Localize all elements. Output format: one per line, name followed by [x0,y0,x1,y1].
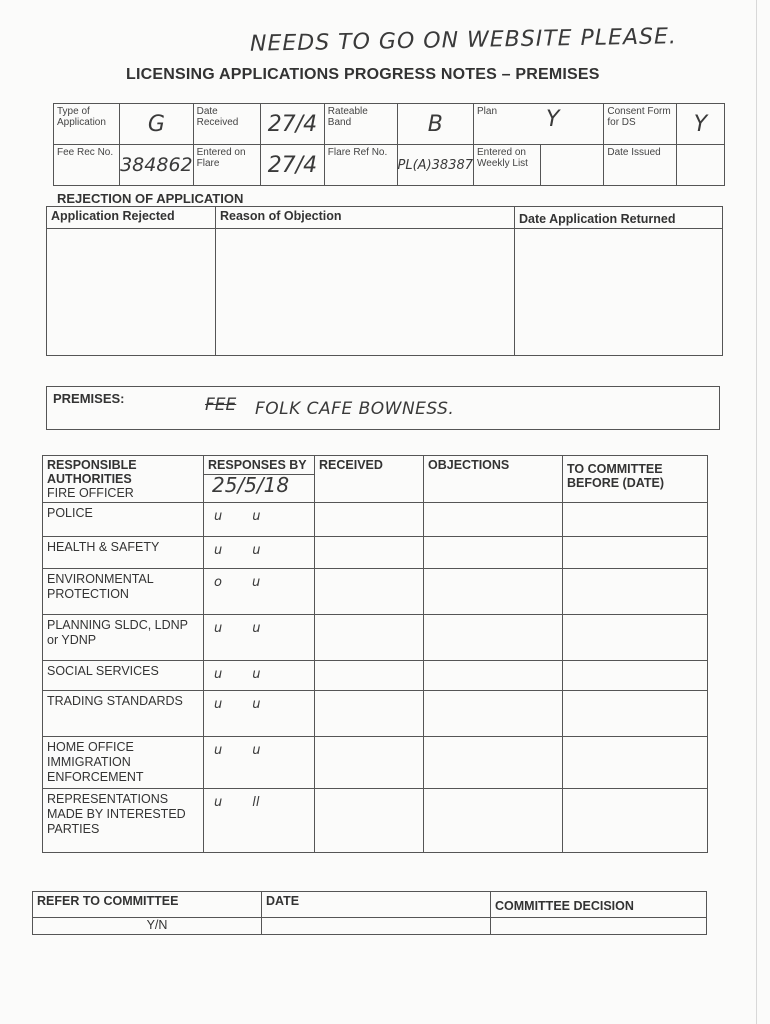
consent-form-label: Consent Form for DS [604,104,677,145]
premises-label: PREMISES: [53,391,125,406]
objections-cell [424,661,563,691]
objections-cell [424,569,563,615]
committee-date-label: DATE [262,892,491,918]
premises-box [46,386,720,430]
committee-date-cell [563,661,708,691]
committee-date-cell [262,918,491,935]
response-ticks: u u [204,737,315,789]
rejection-table [46,206,723,356]
received-cell [315,537,424,569]
date-application-returned-cell [515,229,723,356]
date-issued-label: Date Issued [604,145,677,186]
application-rejected-header: Application Rejected [47,207,216,229]
received-header: RECEIVED [315,456,424,503]
refer-to-committee-label: REFER TO COMMITTEE [33,892,262,918]
date-issued-value [676,145,724,186]
refer-yn: Y/N [33,918,262,935]
reason-of-objection-cell [216,229,515,356]
date-received-value: 27/4 [260,104,324,145]
response-ticks: u u [204,691,315,737]
received-cell [315,569,424,615]
authority-label: REPRESENTATIONS MADE BY INTERESTED PARTIES [43,789,204,853]
response-ticks: u u [204,537,315,569]
handwritten-note: NEEDS TO GO ON WEBSITE PLEASE. [249,24,678,57]
table-row [43,503,708,537]
fire-officer-response-date: 25/5/18 [212,473,290,497]
table-row [43,569,708,615]
responses-by-header-text: RESPONSES BY [204,456,314,475]
table-row [43,691,708,737]
fire-officer-label: FIRE OFFICER [47,486,134,500]
response-ticks: u u [204,503,315,537]
responsible-authorities-header [43,456,204,503]
committee-date-cell [563,569,708,615]
entered-on-weekly-list-label: Entered on Weekly List [474,145,541,186]
entered-on-flare-label: Entered on Flare [193,145,260,186]
entered-on-weekly-list-value [540,145,604,186]
flare-ref-no-value: PL(A)38387 [397,145,473,186]
objections-cell [424,537,563,569]
page-title: LICENSING APPLICATIONS PROGRESS NOTES – PREMISES [126,66,600,83]
scan-edge-line [756,0,757,1024]
premises-value: FOLK CAFE BOWNESS. [255,399,455,419]
premises-struck-text: FEE [205,395,237,415]
date-application-returned-header: Date Application Returned [515,207,723,229]
received-cell [315,615,424,661]
application-rejected-cell [47,229,216,356]
authority-label: PLANNING SLDC, LDNP or YDNP [43,615,204,661]
plan-value: Y [546,107,560,132]
table-row [43,661,708,691]
table-row [43,789,708,853]
rateable-band-value: B [397,104,473,145]
committee-date-cell [563,615,708,661]
fee-rec-no-label: Fee Rec No. [54,145,120,186]
received-cell [315,691,424,737]
objections-cell [424,789,563,853]
consent-form-value: Y [676,104,724,145]
objections-cell [424,503,563,537]
entered-on-flare-value: 27/4 [260,145,324,186]
response-ticks: u ll [204,789,315,853]
authority-label: ENVIRONMENTAL PROTECTION [43,569,204,615]
responsible-authorities-header-text: RESPONSIBLE AUTHORITIES [47,458,137,486]
committee-decision-cell [491,918,707,935]
authority-label: SOCIAL SERVICES [43,661,204,691]
authority-label: TRADING STANDARDS [43,691,204,737]
received-cell [315,661,424,691]
authority-label: POLICE [43,503,204,537]
committee-date-cell [563,737,708,789]
responsible-authorities-table [42,455,708,853]
committee-table [32,891,707,935]
responses-by-header [204,456,315,503]
committee-date-cell [563,537,708,569]
response-ticks: o u [204,569,315,615]
authority-label: HOME OFFICE IMMIGRATION ENFORCEMENT [43,737,204,789]
plan-label: Plan [477,106,498,117]
type-of-application-label: Type of Application [54,104,120,145]
fee-rec-no-value: 384862 [120,145,194,186]
committee-date-cell [563,691,708,737]
application-info-table [53,103,725,186]
objections-header: OBJECTIONS [424,456,563,503]
received-cell [315,737,424,789]
response-ticks: u u [204,615,315,661]
committee-decision-label: COMMITTEE DECISION [491,892,707,918]
to-committee-header: TO COMMITTEE BEFORE (DATE) [563,456,708,503]
reason-of-objection-header: Reason of Objection [216,207,515,229]
table-row [43,615,708,661]
response-ticks: u u [204,661,315,691]
committee-date-cell [563,789,708,853]
flare-ref-no-label: Flare Ref No. [324,145,397,186]
objections-cell [424,691,563,737]
authority-label: HEALTH & SAFETY [43,537,204,569]
rateable-band-label: Rateable Band [324,104,397,145]
committee-date-cell [563,503,708,537]
received-cell [315,789,424,853]
table-row [43,737,708,789]
objections-cell [424,737,563,789]
objections-cell [424,615,563,661]
type-of-application-value: G [120,104,194,145]
table-row [43,537,708,569]
plan-cell [474,104,604,145]
received-cell [315,503,424,537]
rejection-section-title: REJECTION OF APPLICATION [57,191,244,206]
date-received-label: Date Received [193,104,260,145]
